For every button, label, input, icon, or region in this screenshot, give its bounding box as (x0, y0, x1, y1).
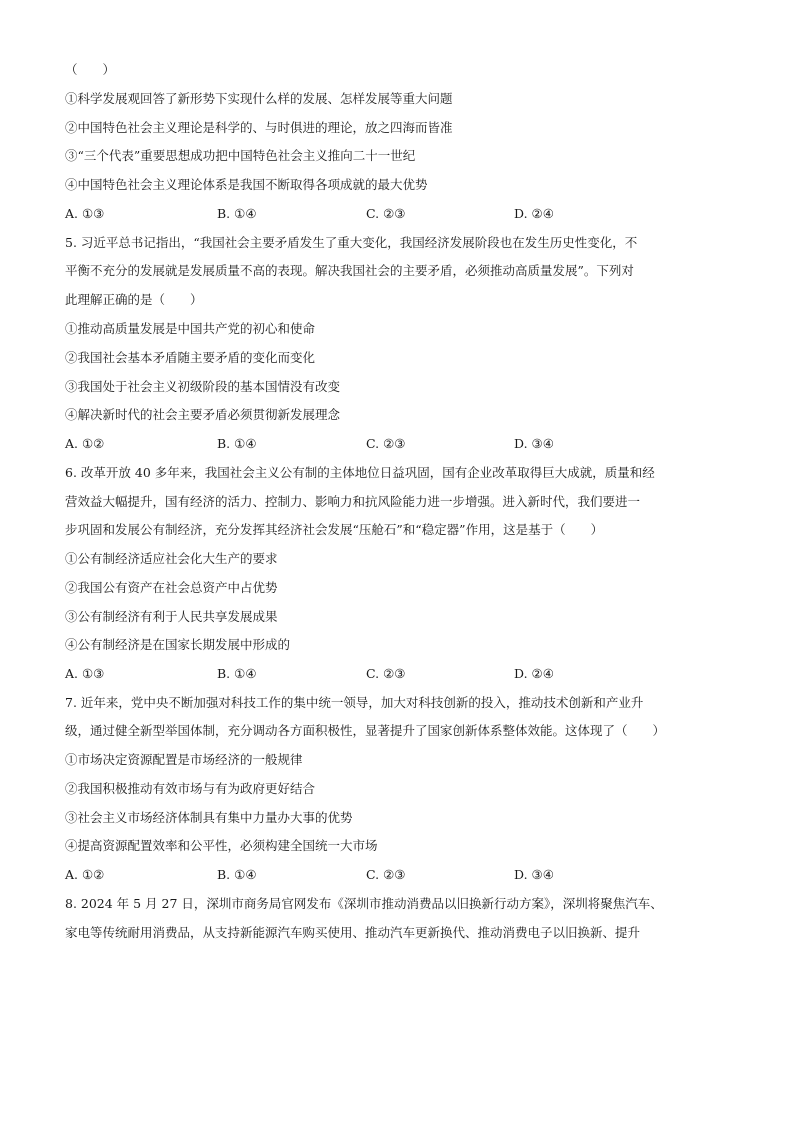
q4-options (65, 206, 745, 222)
q5-stem-line-3: 此理解正确的是（ ） (65, 292, 203, 307)
q6-stem-line-1: 6. 改革开放 40 多年来，我国社会主义公有制的主体地位日益巩固，国有企业改革取得巨大成就，质量和经 (65, 465, 655, 480)
q5-option-d[interactable]: D. ③④ (514, 436, 554, 451)
q5-item-3: ③我国处于社会主义初级阶段的基本国情没有改变 (65, 379, 341, 394)
q4-option-c[interactable]: C. ②③ (366, 206, 406, 221)
q5-stem-line-2: 平衡不充分的发展就是发展质量不高的表现。解决我国社会的主要矛盾，必须推动高质量发展”。下列对 (65, 263, 634, 278)
q6-item-1: ①公有制经济适应社会化大生产的要求 (65, 551, 278, 566)
q6-item-3: ③公有制经济有利于人民共享发展成果 (65, 609, 278, 624)
q6-option-a[interactable]: A. ①③ (65, 666, 105, 681)
q4-item-1: ①科学发展观回答了新形势下实现什么样的发展、怎样发展等重大问题 (65, 91, 453, 106)
q7-option-b[interactable]: B. ①④ (217, 867, 257, 882)
q6-option-b[interactable]: B. ①④ (217, 666, 257, 681)
q7-item-1: ①市场决定资源配置是市场经济的一般规律 (65, 752, 303, 767)
q6-stem-line-3: 步巩固和发展公有制经济，充分发挥其经济社会发展“压舱石”和“稳定器”作用，这是基于（ ） (65, 522, 604, 537)
q4-item-3: ③“三个代表”重要思想成功把中国特色社会主义推向二十一世纪 (65, 148, 416, 163)
q6-option-c[interactable]: C. ②③ (366, 666, 406, 681)
q7-options (65, 867, 745, 883)
q7-item-3: ③社会主义市场经济体制具有集中力量办大事的优势 (65, 810, 353, 825)
q4-stem-tail: （ ） (65, 62, 116, 77)
q4-option-b[interactable]: B. ①④ (217, 206, 257, 221)
q4-option-d[interactable]: D. ②④ (514, 206, 554, 221)
q5-option-b[interactable]: B. ①④ (217, 436, 257, 451)
q5-options (65, 436, 745, 452)
q8-stem-line-2: 家电等传统耐用消费品，从支持新能源汽车购买使用、推动汽车更新换代、推动消费电子以旧换新、提升 (65, 925, 641, 940)
q6-item-4: ④公有制经济是在国家长期发展中形成的 (65, 637, 291, 652)
q5-item-4: ④解决新时代的社会主要矛盾必须贯彻新发展理念 (65, 407, 341, 422)
q5-item-2: ②我国社会基本矛盾随主要矛盾的变化而变化 (65, 350, 316, 365)
q6-option-d[interactable]: D. ②④ (514, 666, 554, 681)
q7-option-a[interactable]: A. ①② (65, 867, 105, 882)
q5-item-1: ①推动高质量发展是中国共产党的初心和使命 (65, 321, 316, 336)
q5-option-c[interactable]: C. ②③ (366, 436, 406, 451)
q4-item-4: ④中国特色社会主义理论体系是我国不断取得各项成就的最大优势 (65, 177, 428, 192)
q7-option-c[interactable]: C. ②③ (366, 867, 406, 882)
q6-item-2: ②我国公有资产在社会总资产中占优势 (65, 580, 278, 595)
q8-stem-line-1: 8. 2024 年 5 月 27 日，深圳市商务局官网发布《深圳市推动消费品以旧换新行动方案》，深圳将聚焦汽车、 (65, 896, 663, 911)
q5-stem-line-1: 5. 习近平总书记指出，“我国社会主要矛盾发生了重大变化，我国经济发展阶段也在发生历史性变化，不 (65, 235, 638, 250)
q7-option-d[interactable]: D. ③④ (514, 867, 554, 882)
q6-stem-line-2: 营效益大幅提升，国有经济的活力、控制力、影响力和抗风险能力进一步增强。进入新时代，我们要进一 (65, 494, 641, 509)
q7-stem-line-1: 7. 近年来，党中央不断加强对科技工作的集中统一领导，加大对科技创新的投入，推动技术创新和产业升 (65, 695, 644, 710)
q4-option-a[interactable]: A. ①③ (65, 206, 105, 221)
q5-option-a[interactable]: A. ①② (65, 436, 105, 451)
q7-item-2: ②我国积极推动有效市场与有为政府更好结合 (65, 781, 316, 796)
q7-item-4: ④提高资源配置效率和公平性，必须构建全国统一大市场 (65, 838, 378, 853)
q7-stem-line-2: 级，通过健全新型举国体制，充分调动各方面积极性，显著提升了国家创新体系整体效能。这体现了（ ） (65, 723, 666, 738)
q6-options (65, 666, 745, 682)
q4-item-2: ②中国特色社会主义理论是科学的、与时俱进的理论，放之四海而皆准 (65, 120, 453, 135)
